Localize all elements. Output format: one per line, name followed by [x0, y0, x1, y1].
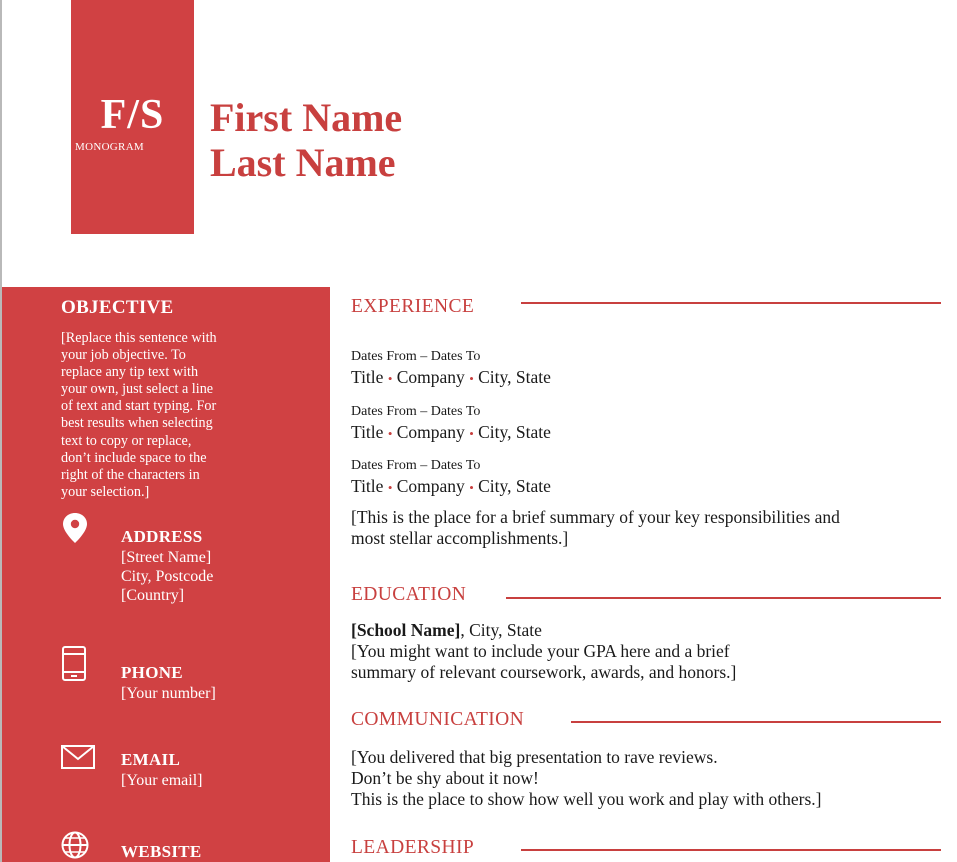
monogram-label: MONOGRAM [75, 141, 145, 153]
communication-text[interactable] [351, 747, 821, 810]
job-location: City, State [478, 476, 551, 496]
website-label: WEBSITE [121, 842, 202, 861]
sidebar [2, 287, 330, 862]
communication-line: [You delivered that big presentation to rave reviews. [351, 747, 718, 767]
education-heading: EDUCATION [351, 584, 467, 605]
email-value[interactable]: [Your email] [121, 772, 203, 789]
experience-rule [521, 302, 941, 304]
job-company: Company [396, 476, 465, 496]
objective-text[interactable] [61, 330, 251, 501]
address-city[interactable]: City, Postcode [121, 568, 214, 585]
education-line: summary of relevant coursework, awards, and honors.] [351, 662, 737, 682]
leadership-rule [521, 849, 941, 851]
school-location: , City, State [460, 620, 542, 640]
last-name[interactable]: Last Name [210, 140, 396, 185]
address-label: ADDRESS [121, 527, 203, 546]
separator-dot: • [387, 480, 393, 495]
separator-dot: • [469, 480, 474, 495]
separator-dot: • [469, 426, 474, 441]
experience-heading: EXPERIENCE [351, 296, 475, 317]
job-line[interactable] [351, 367, 551, 388]
communication-line: Don’t be shy about it now! [351, 768, 539, 788]
job-dates[interactable]: Dates From – Dates To [351, 349, 481, 364]
job-dates[interactable]: Dates From – Dates To [351, 404, 481, 419]
job-dates[interactable]: Dates From – Dates To [351, 458, 481, 473]
job-title: Title [351, 476, 384, 496]
objective-line: don’t include space to the [61, 449, 207, 466]
school-line [351, 620, 736, 641]
email-label: EMAIL [121, 750, 181, 769]
school-name: [School Name] [351, 620, 461, 640]
objective-line: your job objective. To [61, 347, 186, 364]
job-company: Company [396, 367, 465, 387]
objective-line: your own, just select a line [61, 381, 214, 398]
phone-icon [60, 645, 88, 683]
objective-line: [Replace this sentence with [61, 330, 217, 346]
address-country[interactable]: [Country] [121, 587, 185, 604]
monogram-initials[interactable]: F/S [100, 92, 165, 138]
objective-line: text to copy or replace, [61, 432, 192, 449]
objective-line: of text and start typing. For [61, 398, 217, 415]
communication-line: This is the place to show how well you work and play with others.] [351, 789, 822, 809]
objective-heading: OBJECTIVE [61, 297, 174, 318]
separator-dot: • [387, 371, 393, 386]
objective-line: right of the characters in [61, 466, 200, 483]
leadership-heading: LEADERSHIP [351, 837, 475, 858]
summary-line: most stellar accomplishments.] [351, 528, 569, 548]
job-title: Title [351, 367, 384, 387]
separator-dot: • [469, 371, 474, 386]
job-line[interactable] [351, 422, 551, 443]
monogram-block [71, 0, 194, 234]
name-heading[interactable] [210, 95, 402, 185]
address-street[interactable]: [Street Name] [121, 549, 212, 566]
job-title: Title [351, 422, 384, 442]
phone-label: PHONE [121, 663, 183, 682]
first-name[interactable]: First Name [210, 95, 403, 140]
job-location: City, State [478, 367, 551, 387]
education-line: [You might want to include your GPA here and a brief [351, 641, 730, 661]
objective-line: your selection.] [61, 483, 150, 500]
job-company: Company [396, 422, 465, 442]
education-details[interactable] [351, 620, 736, 683]
objective-line: replace any tip text with [61, 364, 199, 381]
phone-value[interactable]: [Your number] [121, 685, 216, 702]
location-pin-icon [60, 511, 90, 545]
globe-icon [60, 830, 90, 860]
job-location: City, State [478, 422, 551, 442]
experience-summary[interactable] [351, 507, 840, 549]
separator-dot: • [387, 426, 393, 441]
communication-rule [571, 721, 941, 723]
job-line[interactable] [351, 476, 551, 497]
education-rule [506, 597, 941, 599]
communication-heading: COMMUNICATION [351, 709, 525, 730]
envelope-icon [60, 744, 96, 770]
objective-line: best results when selecting [61, 415, 213, 432]
summary-line: [This is the place for a brief summary of your key responsibilities and [351, 507, 840, 527]
